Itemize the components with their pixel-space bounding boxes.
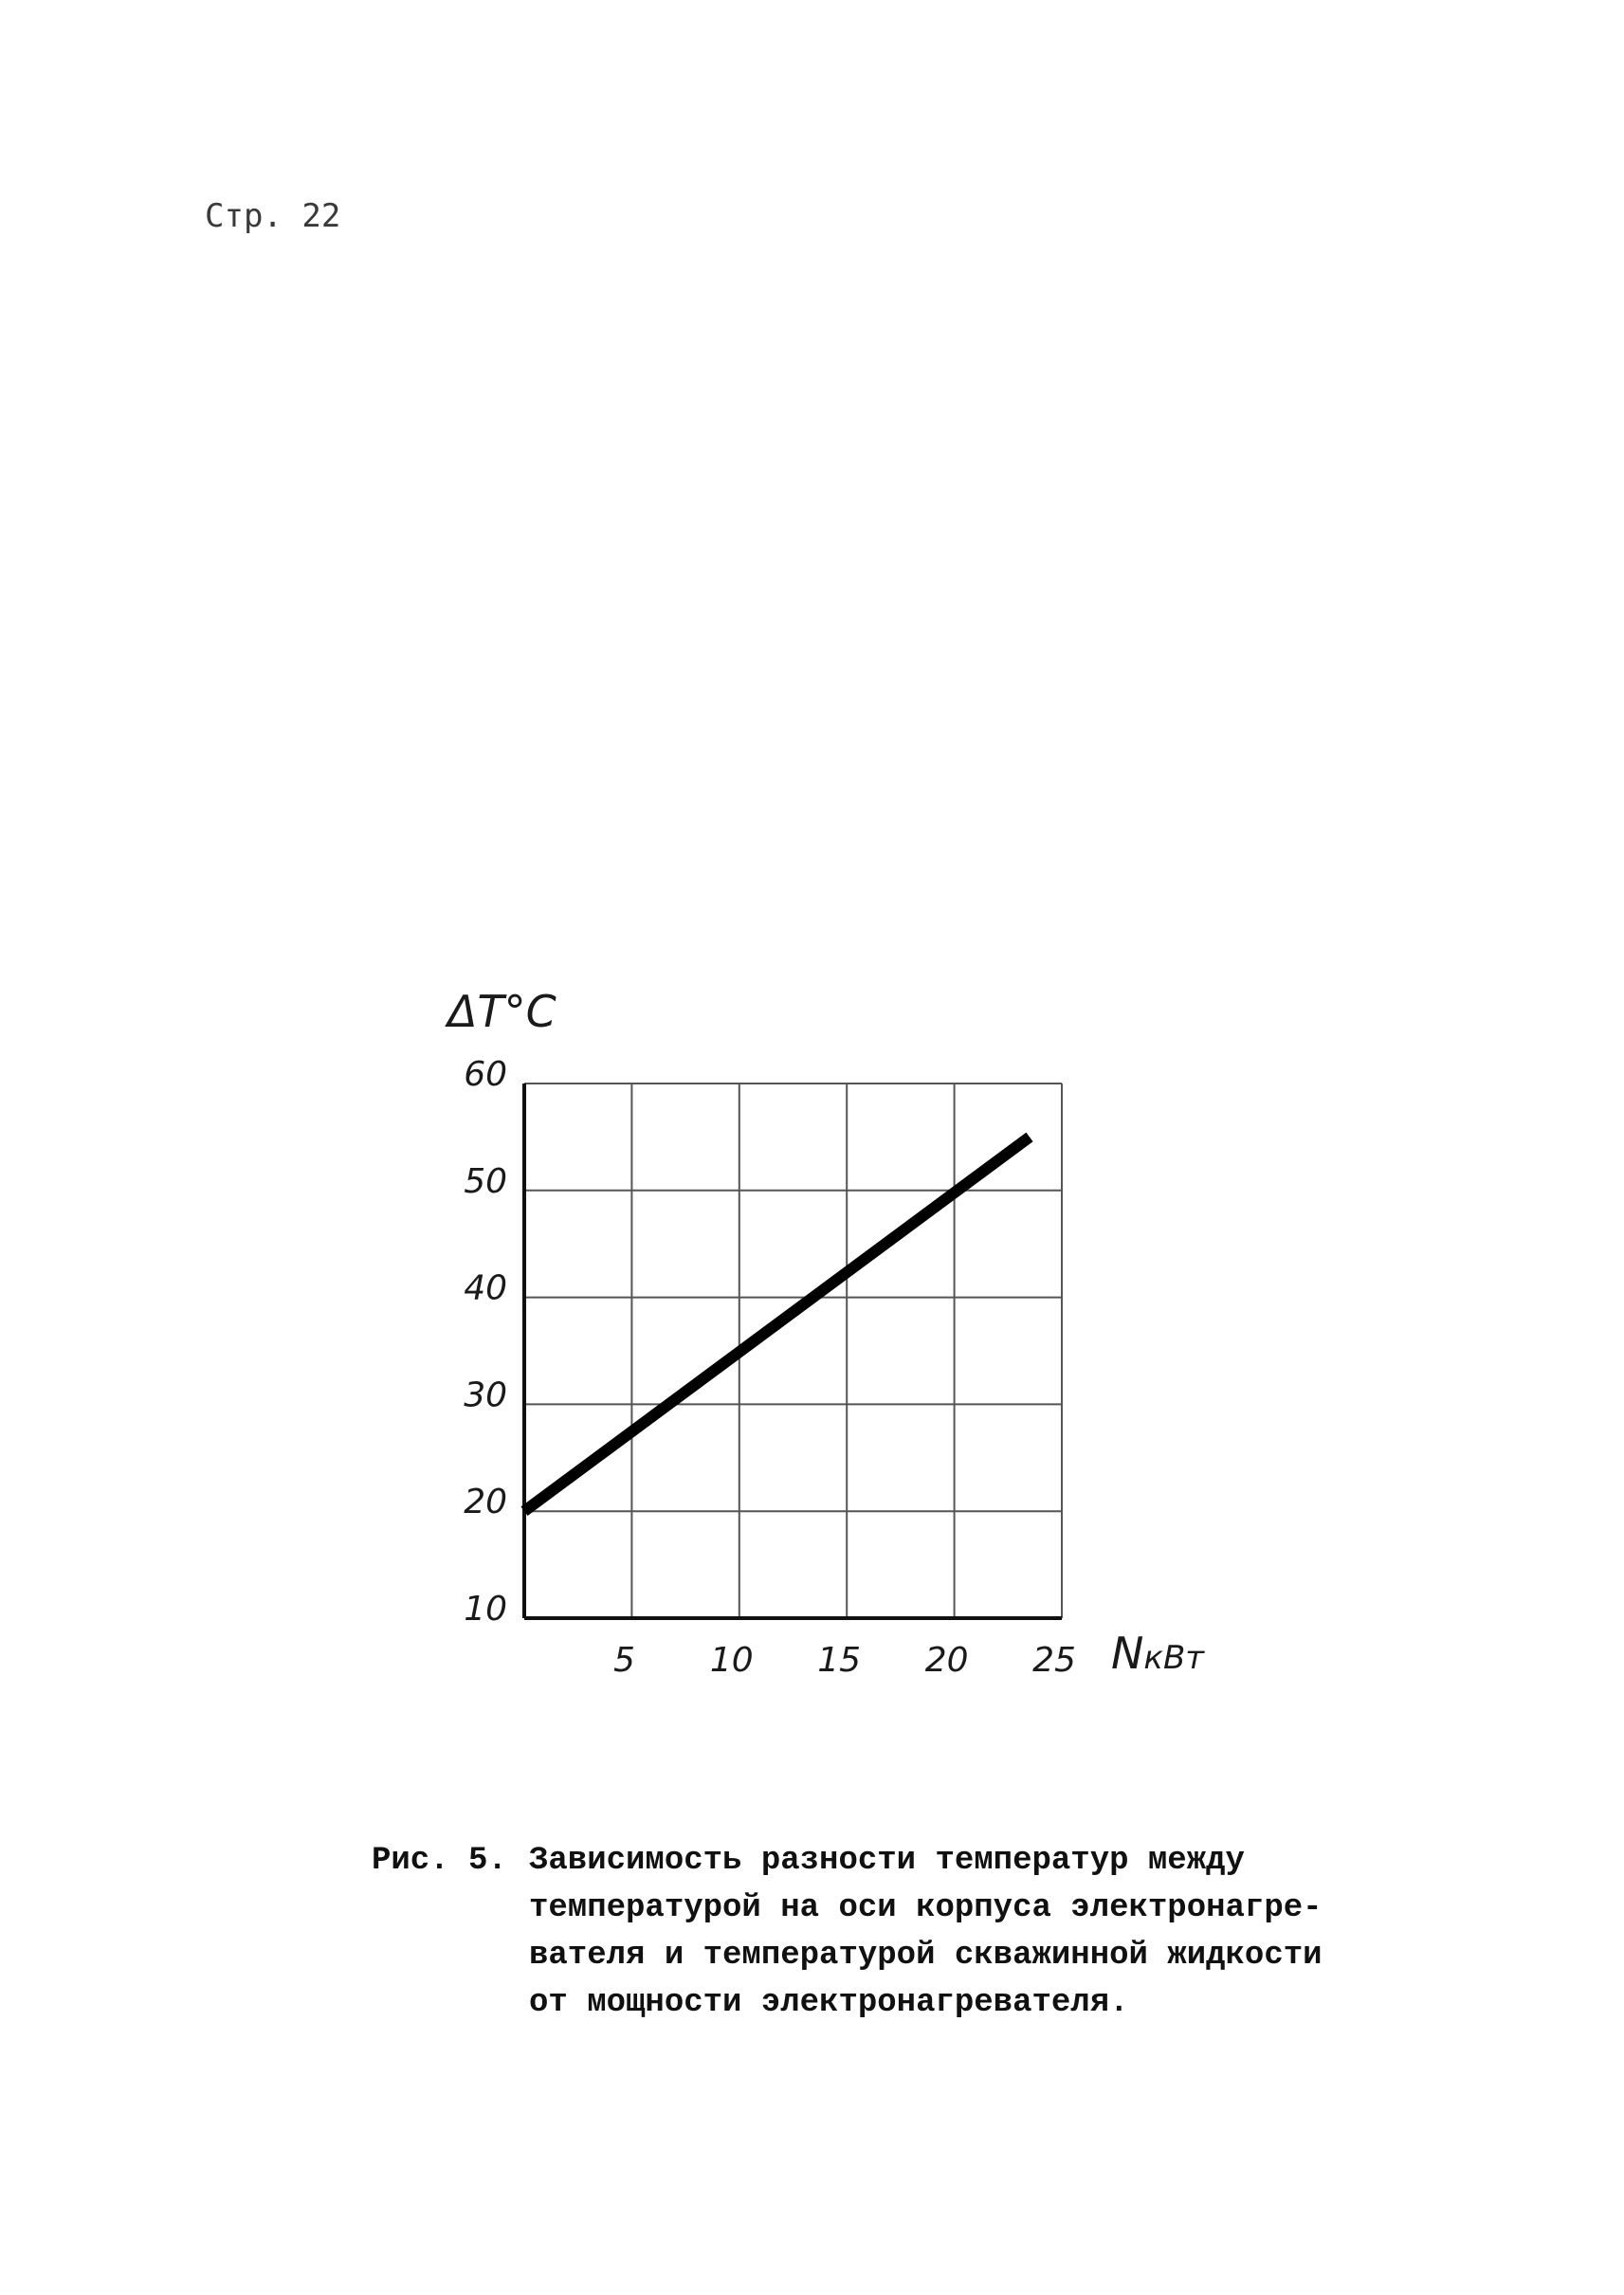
y-tick-label: 40 (464, 1268, 507, 1308)
y-tick-label: 20 (464, 1483, 507, 1522)
x-axis-label-unit: кВт (1143, 1639, 1205, 1677)
x-tick-label: 20 (924, 1641, 969, 1680)
chart-grid (524, 1084, 1062, 1618)
x-tick-labels (613, 1641, 1076, 1680)
caption-line: от мощности электронагревателя. (529, 1985, 1129, 2021)
y-tick-label: 30 (464, 1375, 507, 1415)
x-axis-label (1111, 1628, 1205, 1679)
caption-line: Зависимость разности температур между (529, 1843, 1245, 1879)
x-tick-label: 15 (817, 1641, 862, 1680)
chart-axes (524, 1084, 1062, 1618)
x-tick-label: 10 (709, 1641, 754, 1680)
caption-line: температурой на оси корпуса электронагре- (529, 1890, 1323, 1926)
y-axis-label: ΔT°C (447, 986, 557, 1037)
y-tick-label: 50 (464, 1161, 507, 1201)
caption-line: вателя и температурой скважинной жидкости (529, 1938, 1323, 1974)
caption-text (529, 1837, 1323, 2027)
y-tick-labels (464, 1055, 507, 1629)
x-axis-label-main: N (1111, 1628, 1144, 1679)
x-tick-label: 25 (1032, 1641, 1076, 1680)
y-tick-label: 60 (464, 1055, 507, 1094)
caption-prefix: Рис. 5. (372, 1843, 507, 1879)
page-number: Стр. 22 (205, 197, 341, 235)
x-tick-label: 5 (612, 1641, 635, 1680)
y-tick-label: 10 (464, 1590, 507, 1629)
